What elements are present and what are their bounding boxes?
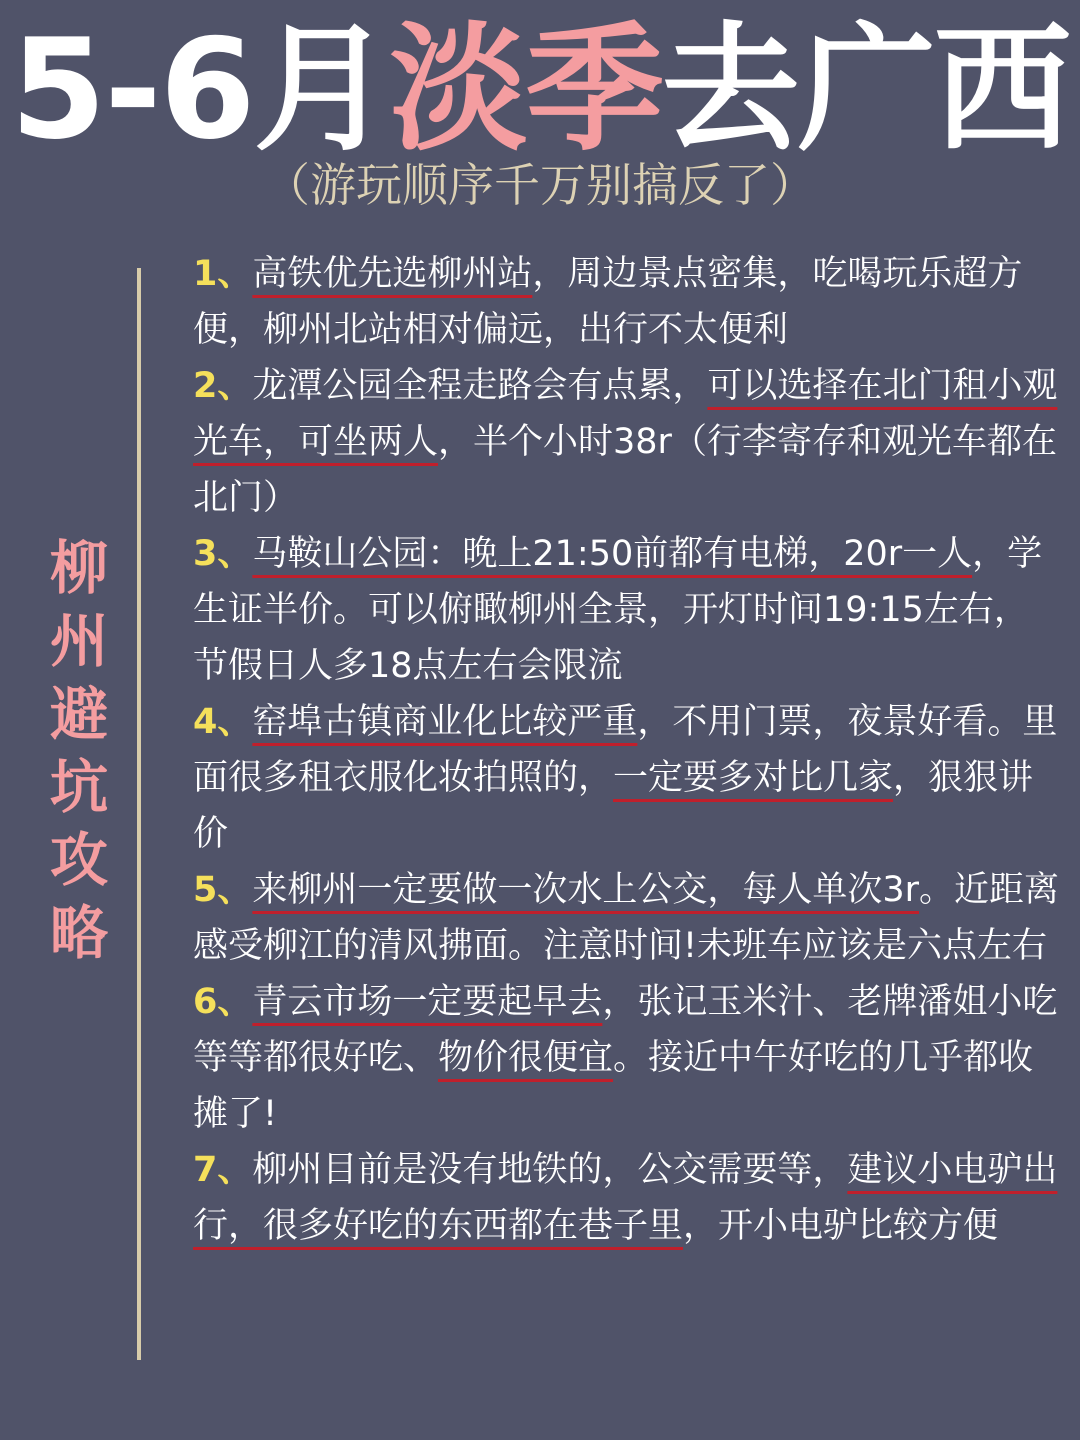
tip-highlight: 一定要多对比几家 xyxy=(613,758,894,798)
side-label: 柳州避坑攻略 xyxy=(49,534,108,967)
tip-text: 。接近中午好吃的几乎都收摊了! xyxy=(193,1038,1034,1134)
tip-number: 5、 xyxy=(193,870,253,910)
tip-highlight: 青云市场一定要起早去 xyxy=(252,982,603,1022)
tip-item-7 xyxy=(193,1142,1061,1254)
title-prefix: 5-6月 xyxy=(10,9,390,170)
tip-item-6 xyxy=(193,974,1061,1142)
tip-highlight: 马鞍山公园：晚上21:50前都有电梯，20r一人 xyxy=(252,534,973,574)
tip-text: 龙潭公园全程走路会有点累， xyxy=(252,366,708,406)
tip-text: ，张记玉米汁、老牌潘姐小吃等等都很好吃、 xyxy=(193,982,1058,1078)
tip-item-2 xyxy=(193,358,1061,526)
tip-text: ，周边景点密集，吃喝玩乐超方便，柳州北站相对偏远，出行不太便利 xyxy=(193,254,1023,350)
tip-text: ，半个小时38r（行李寄存和观光车都在北门） xyxy=(193,422,1057,518)
tip-number: 7、 xyxy=(193,1150,253,1190)
side-divider xyxy=(137,268,141,1360)
tip-text: ，学生证半价。可以俯瞰柳州全景，开灯时间19:15左右，节假日人多18点左右会限流 xyxy=(193,534,1043,686)
title-suffix: 去广西 xyxy=(661,9,1070,170)
tip-highlight: 物价很便宜 xyxy=(438,1038,614,1078)
tip-text: 。近距离感受柳江的清风拂面。注意时间!未班车应该是六点左右 xyxy=(193,870,1060,966)
tip-item-5 xyxy=(193,862,1061,974)
tip-number: 1、 xyxy=(193,254,253,294)
tip-highlight: 建议小电驴出行，很多好吃的东西都在巷子里 xyxy=(193,1150,1058,1246)
tip-text: ，不用门票，夜景好看。里面很多租衣服化妆拍照的， xyxy=(193,702,1058,798)
tip-number: 2、 xyxy=(193,366,253,406)
tip-number: 3、 xyxy=(193,534,253,574)
title-accent: 淡季 xyxy=(389,9,662,170)
tip-highlight: 来柳州一定要做一次水上公交，每人单次3r xyxy=(252,870,920,910)
tips-list xyxy=(193,246,1061,1254)
tip-number: 4、 xyxy=(193,702,253,742)
tip-text: ，狠狠讲价 xyxy=(193,758,1034,854)
tip-number: 6、 xyxy=(193,982,253,1022)
tip-highlight: 高铁优先选柳州站 xyxy=(252,254,533,294)
tip-item-4 xyxy=(193,694,1061,862)
tip-text: 柳州目前是没有地铁的，公交需要等， xyxy=(252,1150,848,1190)
page-title xyxy=(0,10,1080,170)
tip-highlight: 窑埠古镇商业化比较严重 xyxy=(252,702,638,742)
tip-text: ，开小电驴比较方便 xyxy=(683,1206,999,1246)
page-subtitle: （游玩顺序千万别搞反了） xyxy=(264,158,816,212)
tip-highlight: 可以选择在北门租小观光车，可坐两人 xyxy=(193,366,1058,462)
tip-item-3 xyxy=(193,526,1061,694)
tip-item-1 xyxy=(193,246,1061,358)
